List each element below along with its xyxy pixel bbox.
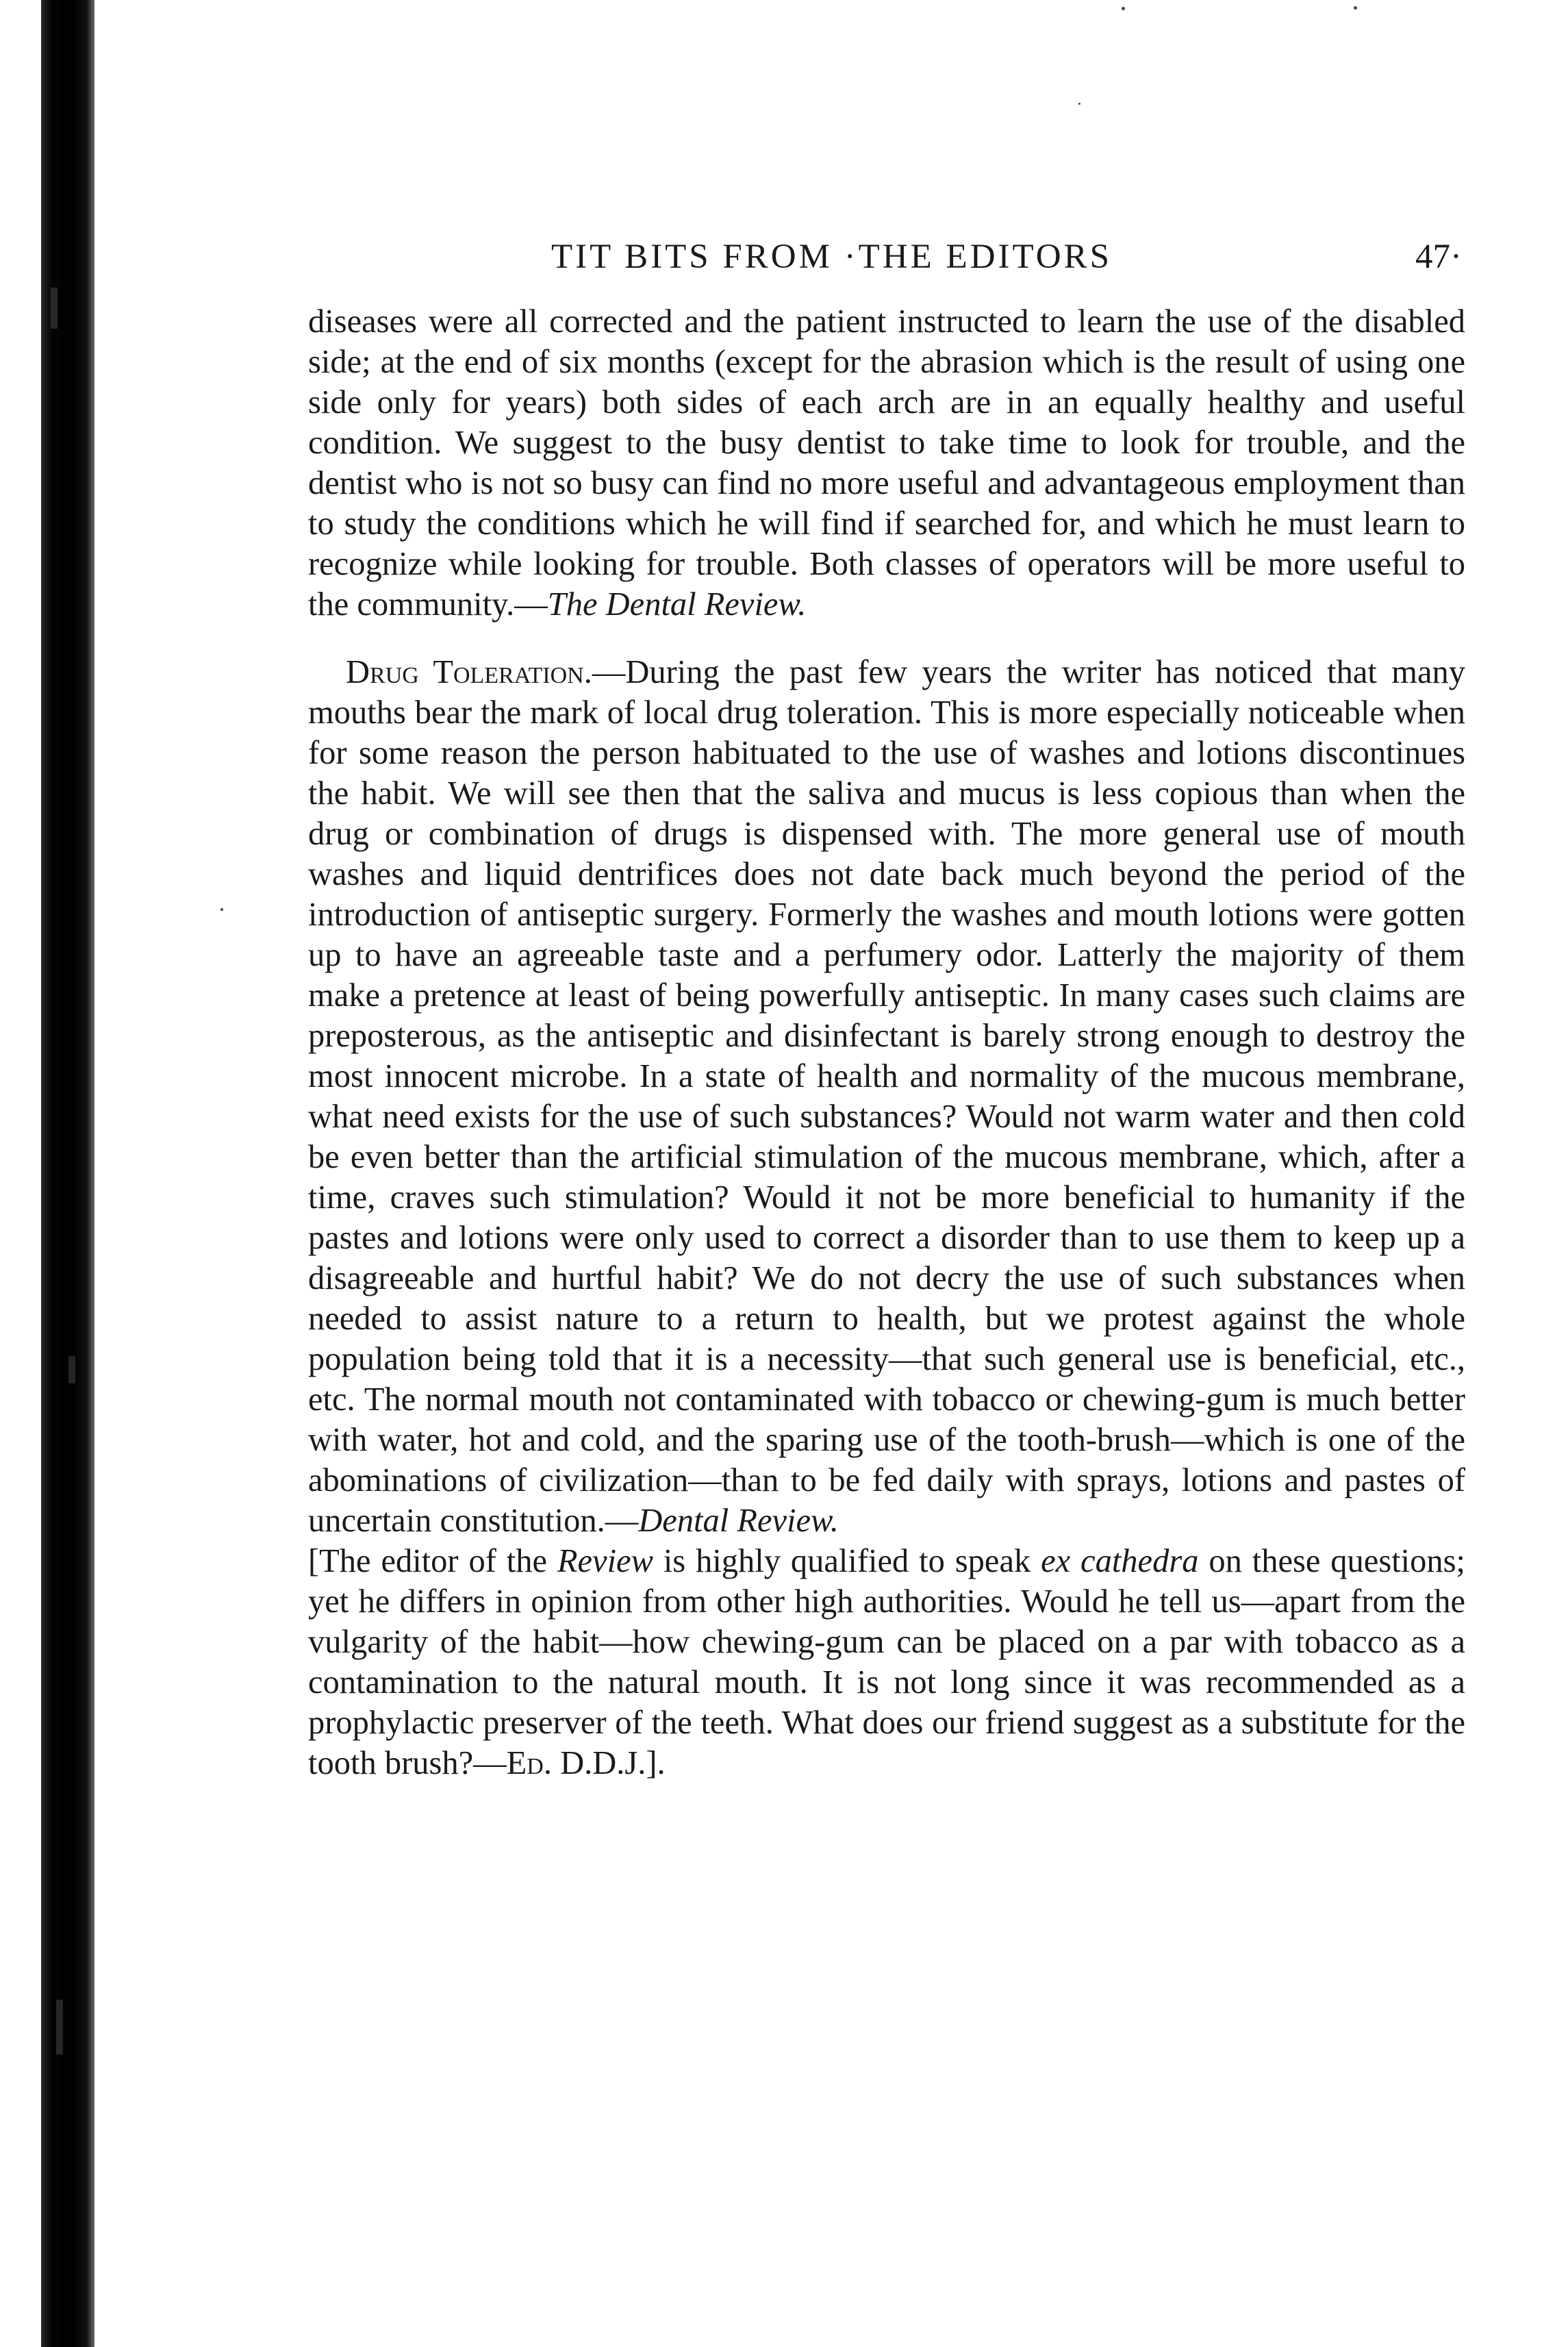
page-body <box>308 301 1465 1783</box>
page-number: 47· <box>1415 238 1462 276</box>
source-citation: The Dental Review. <box>547 586 807 623</box>
source-citation: Dental Review. <box>638 1503 839 1539</box>
note-text-1: [The editor of the <box>308 1543 557 1579</box>
note-text-2: is highly qualified to speak <box>653 1543 1041 1579</box>
editor-signature: Ed. <box>506 1745 552 1781</box>
journal-abbreviation: D.D.J.]. <box>551 1745 666 1781</box>
scan-speck <box>1078 103 1080 105</box>
book-binding-edge <box>41 0 94 2347</box>
paragraph-text: diseases were all corrected and the patient instructed to learn the use of the disabled side; at the end of six months (except for the abrasion which is the result of using one side only for years) both sides of each arch are in an equally healthy and useful condition. We suggest to the busy dentist to take time to look for trouble, and the dentist who is not so busy can find no more useful and advantageous employment than to study the conditions which he will find if searched for, and which he must learn to recognize while looking for trouble. Both classes of operators will be more useful to the community.— <box>308 303 1465 623</box>
scan-speck <box>1354 6 1357 10</box>
latin-phrase: ex cathedra <box>1041 1543 1199 1579</box>
scan-speck <box>220 908 223 911</box>
note-text-3: on these questions; yet he differs in opinion from other high authorities. Would he tell us—apart from the vulgarity of the habit—how chewing-gum can be placed on a par with tobacco as a contamination to the natural mouth. It is not long since it was recommended as a prophylactic preserver of the teeth. What does our friend suggest as a substitute for the tooth brush?— <box>308 1543 1465 1781</box>
paragraph-text: —During the past few years the writer has noticed that many mouths bear the mark of local drug toleration. This is more especially noticeable when for some reason the person habituated to the use of washes and lotions discontinues the habit. We will see then that the saliva and mucus is less copious than when the drug or combination of drugs is dispensed with. The more general use of mouth washes and liquid dentrifices does not date back much beyond the period of the introduction of antiseptic surgery. Formerly the washes and mouth lotions were gotten up to have an agreeable taste and a perfumery odor. Latterly the majority of them make a pretence at least of being powerfully antiseptic. In many cases such claims are preposterous, as the antiseptic and disinfectant is barely strong enough to destroy the most innocent microbe. In a state of health and normality of the mucous membrane, what need exists for the use of such substances? Would not warm water and then cold be even better than the artificial stimulation of the mucous membrane, which, after a time, craves such stimulation? Would it not be more beneficial to humanity if the pastes and lotions were only used to correct a disorder than to use them to keep up a disagreeable and hurtful habit? We do not decry the use of such substances when needed to assist nature to a return to health, but we protest against the whole population being told that it is a necessity—that such general use is beneficial, etc., etc. The normal mouth not contaminated with tobacco or chewing-gum is much better with water, hot and cold, and the sparing use of the tooth-brush—which is one of the abominations of civilization—than to be fed daily with sprays, lotions and pastes of uncertain constitution.— <box>308 654 1466 1539</box>
running-head: TIT BITS FROM ·THE EDITORS <box>551 238 1112 276</box>
paragraph-dental-review-continuation <box>308 301 1465 625</box>
section-heading: Drug Toleration. <box>346 654 592 690</box>
journal-title: Review <box>557 1543 653 1579</box>
paragraph-editor-note <box>308 1541 1465 1783</box>
paragraph-drug-toleration <box>308 652 1465 1541</box>
scan-speck <box>1122 7 1125 10</box>
page-header <box>312 229 1462 284</box>
